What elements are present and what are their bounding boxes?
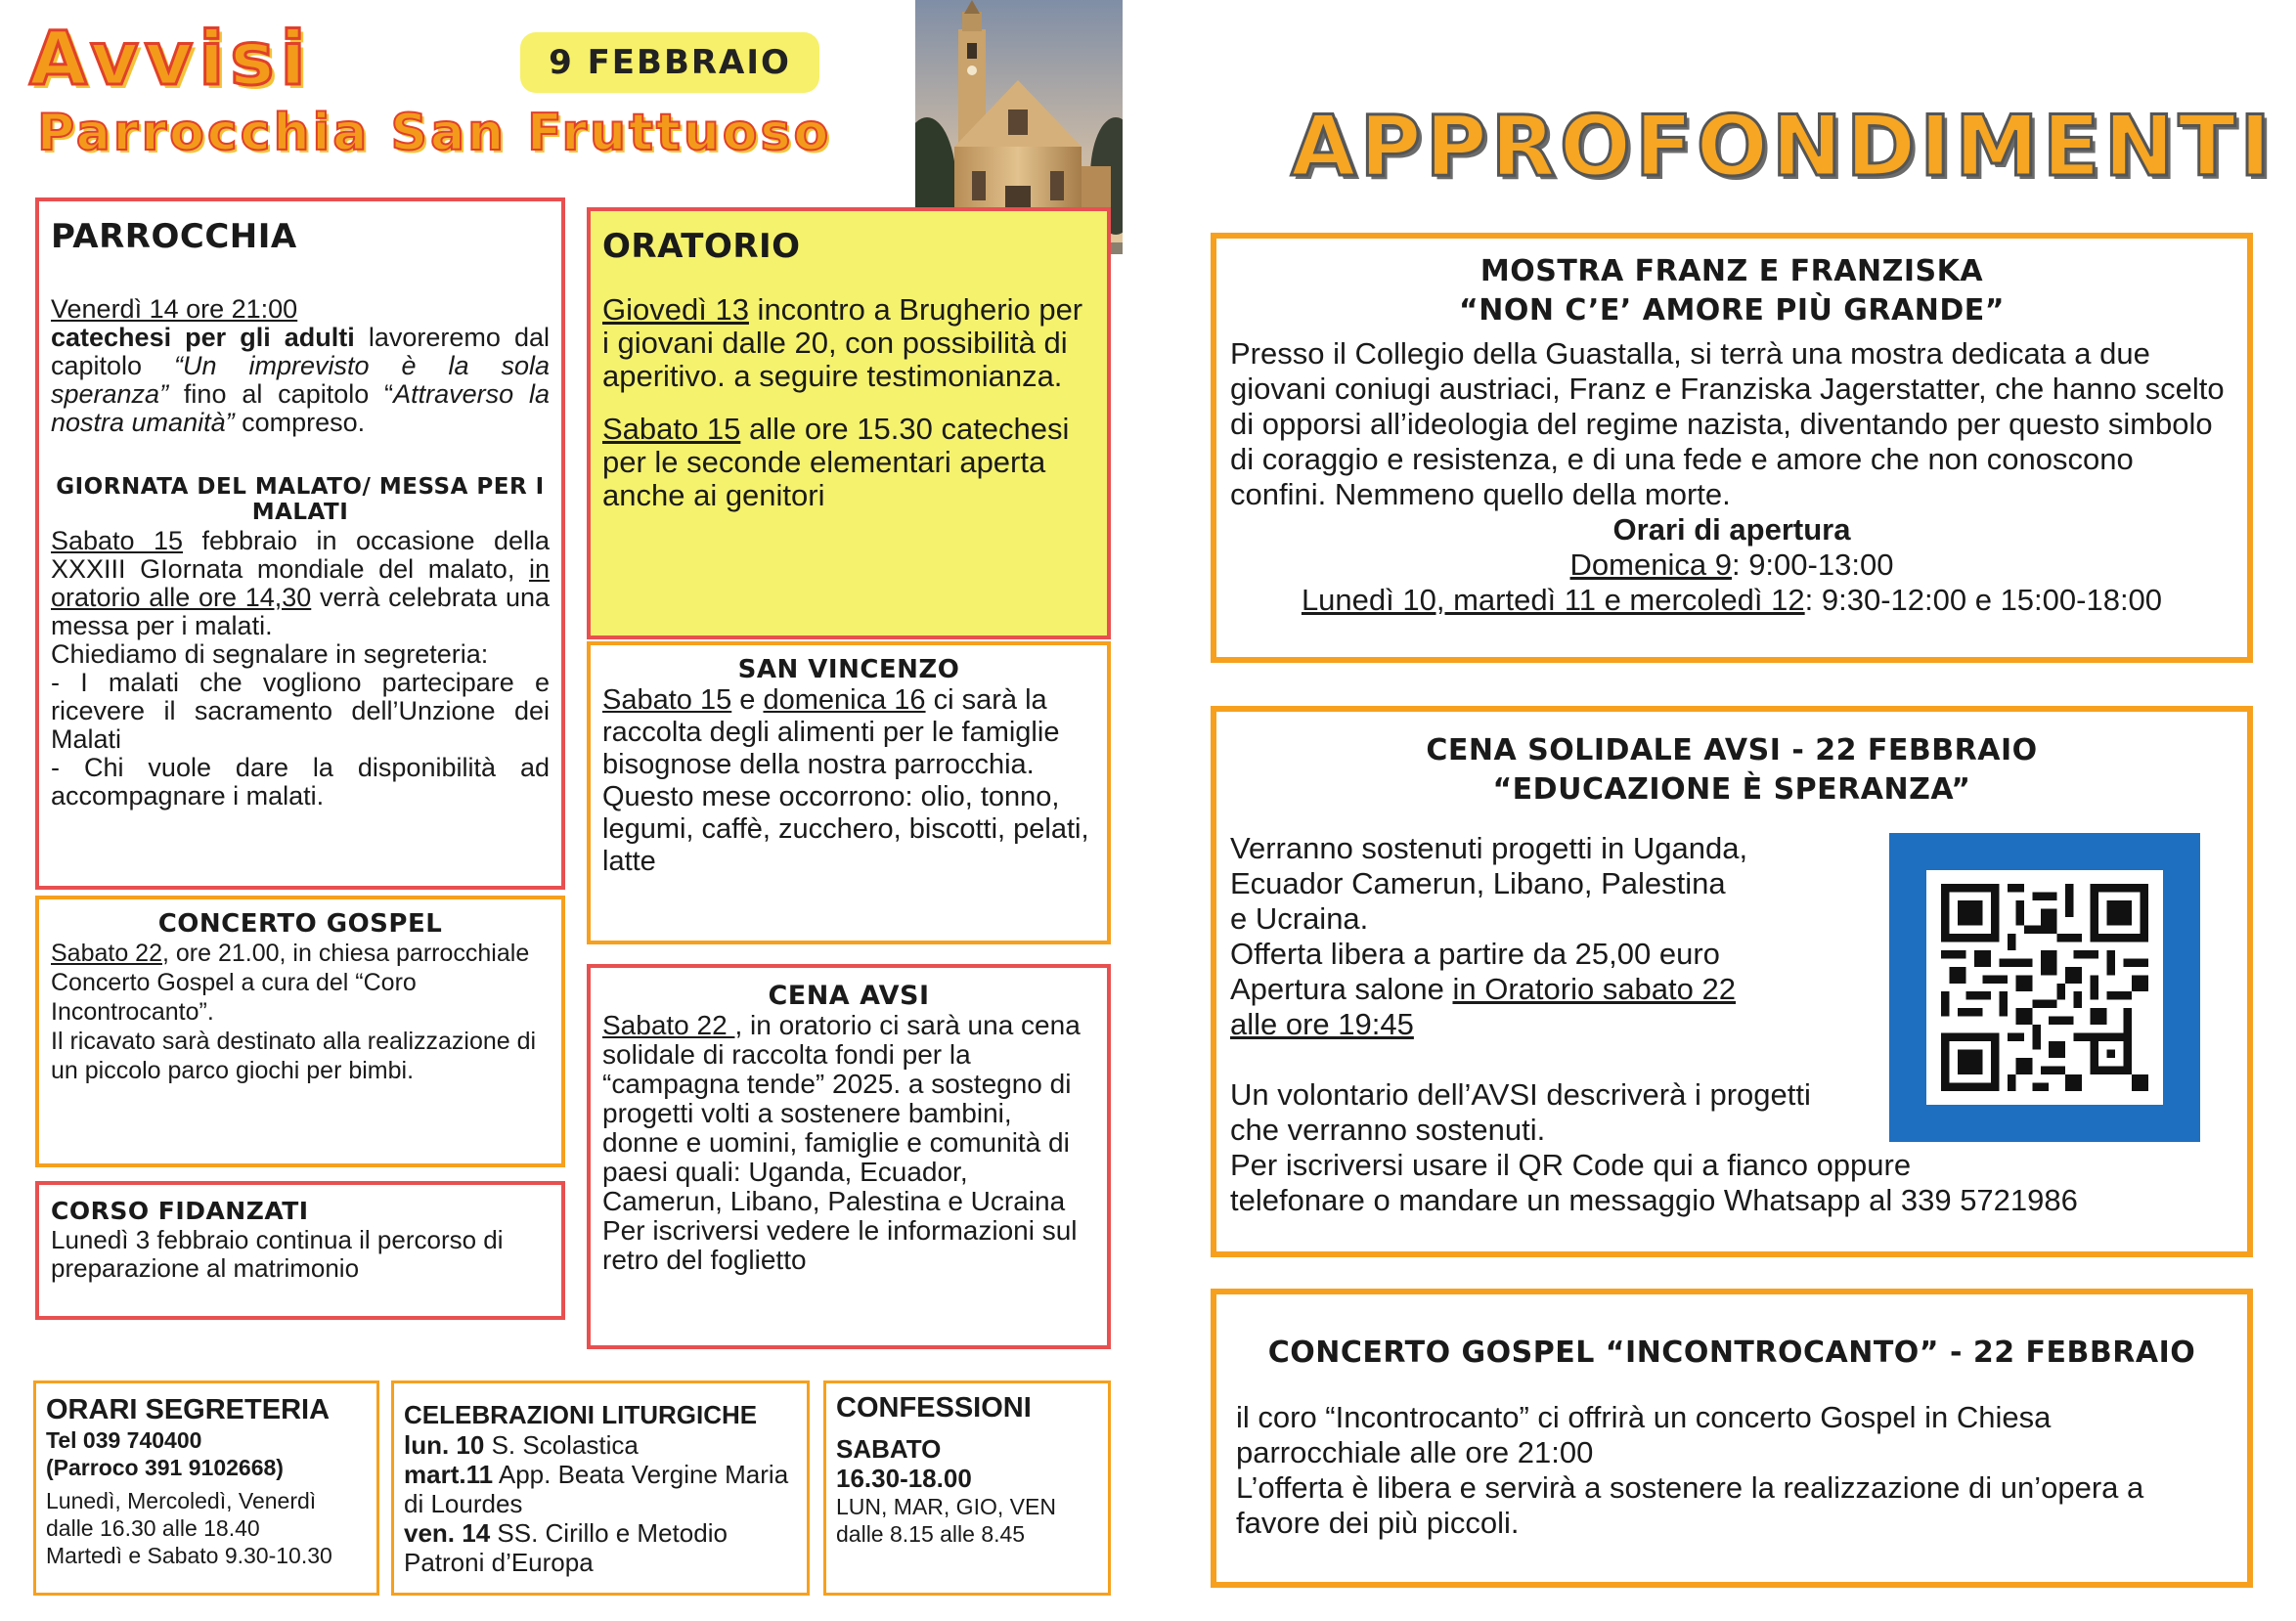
confessioni-heading: CONFESSIONI	[836, 1392, 1032, 1424]
confessioni-line2: dalle 8.15 alle 8.45	[836, 1521, 1026, 1547]
segreteria-line1: Lunedì, Mercoledì, Venerdì	[46, 1488, 317, 1513]
segreteria-line2: dalle 16.30 alle 18.40	[46, 1515, 260, 1541]
cena-solidale-line: telefonare o mandare un messaggio Whatsapp al 339 5721986	[1230, 1183, 2078, 1217]
gospel-right-line2: parrocchiale alle ore 21:00	[1236, 1435, 1594, 1469]
concerto-text-2: Il ricavato sarà destinato alla realizzazione di un piccolo parco giochi per bimbi.	[51, 1028, 537, 1084]
title-approfondimenti: APPROFONDIMENTI	[1291, 98, 2275, 196]
malato-line3: - I malati che vogliono partecipare e ricevere il sacramento dell’Unzione dei Malati	[51, 668, 550, 754]
date-badge: 9 FEBBRAIO	[520, 32, 819, 93]
mostra-orario-1: Domenica 9: 9:00-13:00	[1569, 548, 1894, 582]
oratorio-item-2: Sabato 15 alle ore 15.30 catechesi per le seconde elementari aperta anche ai genitori	[602, 412, 1070, 512]
san-vincenzo-box	[587, 641, 1111, 944]
celebrazione-item: lun. 10 S. Scolastica	[404, 1430, 639, 1460]
mostra-heading-2: “NON C’E’ AMORE PIÙ GRANDE”	[1459, 293, 2005, 328]
malato-line4: - Chi vuole dare la disponibilità ad accompagnare i malati.	[51, 753, 550, 810]
cena-solidale-heading-1: CENA SOLIDALE AVSI - 22 FEBBRAIO	[1426, 733, 2038, 767]
cena-solidale-line: Offerta libera a partire da 25,00 euro	[1230, 937, 1720, 971]
qr-code[interactable]	[1889, 833, 2200, 1142]
cena-solidale-line: Apertura salone in Oratorio sabato 22	[1230, 972, 1736, 1006]
oratorio-item-1: Giovedì 13 incontro a Brugherio per i giovani dalle 20, con possibilità di aperitivo. a seguire testimonianza.	[602, 292, 1083, 393]
concerto-gospel-box	[35, 896, 565, 1167]
title-parrocchia: Parrocchia San Fruttuoso	[37, 104, 832, 162]
parrocchia-box	[35, 197, 565, 890]
cena-solidale-line: Verranno sostenuti progetti in Uganda,	[1230, 831, 1748, 865]
cena-avsi-box	[587, 964, 1111, 1349]
malato-line2: Chiediamo di segnalare in segreteria:	[51, 639, 489, 669]
cena-avsi-text-2: Per iscriversi vedere le informazioni sul retro del foglietto	[602, 1215, 1078, 1275]
mostra-body: Presso il Collegio della Guastalla, si terrà una mostra dedicata a due giovani coniugi austriaci, Franz e Franziska Jagerstatter, che hanno scelto di opporsi all’ideologia del regime nazista, diventando per questo simbolo di coraggio e resistenza, e di una fede e amore che non conoscono confini. Nemmeno quello della morte.	[1230, 336, 2225, 511]
title-avvisi: Avvisi	[29, 15, 312, 102]
san-vincenzo-list: Questo mese occorrono: olio, tonno, legumi, caffè, zucchero, biscotti, pelati, latte	[602, 781, 1089, 877]
gospel-right-line3: L’offerta è libera e servirà a sostenere la realizzazione di un’opera a favore dei più piccoli.	[1236, 1470, 2144, 1540]
mostra-orario-2: Lunedì 10, martedì 11 e mercoledì 12: 9:30-12:00 e 15:00-18:00	[1301, 583, 2163, 617]
celebrazione-item: ven. 14 SS. Cirillo e Metodio Patroni d’Europa	[404, 1518, 728, 1577]
parrocchia-heading: PARROCCHIA	[51, 217, 297, 256]
segreteria-parroco: (Parroco 391 9102668)	[46, 1455, 284, 1480]
corso-fidanzati-box	[35, 1181, 565, 1320]
catechesi-date: Venerdì 14 ore 21:00	[51, 294, 298, 324]
malato-heading: GIORNATA DEL MALATO/ MESSA PER I MALATI	[56, 474, 545, 525]
segreteria-box	[33, 1380, 379, 1596]
qr-code-icon	[1940, 884, 2149, 1091]
mostra-orari-heading: Orari di apertura	[1612, 512, 1851, 547]
corso-heading: CORSO FIDANZATI	[51, 1197, 309, 1225]
mostra-box	[1211, 233, 2253, 663]
malato-text: Sabato 15 febbraio in occasione della XXXIII GIornata mondiale del malato, in oratorio alle ore 14,30 verrà celebrata una messa per i malati.	[51, 526, 551, 640]
cena-solidale-line: Ecuador Camerun, Libano, Palestina	[1230, 866, 1726, 900]
catechesi-text: catechesi per gli adulti lavoreremo dal capitolo “Un imprevisto è la sola speranza” fino al capitolo “Attraverso la nostra umanità” compreso.	[51, 323, 551, 437]
cena-avsi-text: Sabato 22 , in oratorio ci sarà una cena solidale di raccolta fondi per la “campagna tende” 2025. a sostegno di progetti volti a sostenere bambini, donne e uomini, famiglie e comunità di paesi quali: Uganda, Ecuador, Camerun, Libano, Palestina e Ucraina	[602, 1010, 1081, 1216]
gospel-right-box	[1211, 1289, 2253, 1588]
concerto-text: Sabato 22, ore 21.00, in chiesa parrocchiale Concerto Gospel a cura del “Coro Incontrocanto”.	[51, 940, 530, 1026]
corso-text: Lunedì 3 febbraio continua il percorso di preparazione al matrimonio	[51, 1225, 504, 1283]
concerto-heading: CONCERTO GOSPEL	[157, 909, 443, 939]
san-vincenzo-heading: SAN VINCENZO	[737, 655, 960, 684]
oratorio-heading: ORATORIO	[602, 227, 801, 266]
cena-solidale-line: che verranno sostenuti.	[1230, 1113, 1546, 1147]
confessioni-time: 16.30-18.00	[836, 1464, 972, 1493]
confessioni-line1: LUN, MAR, GIO, VEN	[836, 1494, 1056, 1519]
cena-avsi-heading: CENA AVSI	[768, 981, 930, 1011]
cena-solidale-line: Un volontario dell’AVSI descriverà i progetti	[1230, 1077, 1811, 1112]
gospel-right-line1: il coro “Incontrocanto” ci offrirà un concerto Gospel in Chiesa	[1236, 1400, 2052, 1434]
san-vincenzo-text: Sabato 15 e domenica 16 ci sarà la raccolta degli alimenti per le famiglie bisognose della nostra parrocchia.	[602, 684, 1060, 780]
celebrazioni-box	[391, 1380, 810, 1596]
segreteria-line3: Martedì e Sabato 9.30-10.30	[46, 1543, 332, 1568]
cena-solidale-line: e Ucraina.	[1230, 901, 1369, 936]
segreteria-heading: ORARI SEGRETERIA	[46, 1394, 331, 1425]
cena-solidale-heading-2: “EDUCAZIONE È SPERANZA”	[1492, 772, 1971, 807]
gospel-right-heading: CONCERTO GOSPEL “INCONTROCANTO” - 22 FEBBRAIO	[1267, 1336, 2196, 1370]
celebrazioni-heading: CELEBRAZIONI LITURGICHE	[404, 1400, 758, 1429]
segreteria-tel: Tel 039 740400	[46, 1427, 202, 1453]
cena-solidale-line: alle ore 19:45	[1230, 1007, 1414, 1041]
oratorio-box	[587, 207, 1111, 639]
cena-solidale-line: Per iscriversi usare il QR Code qui a fianco oppure	[1230, 1148, 1912, 1182]
confessioni-day: SABATO	[836, 1434, 942, 1464]
mostra-heading-1: MOSTRA FRANZ E FRANZISKA	[1479, 254, 1984, 288]
celebrazione-item: mart.11 App. Beata Vergine Maria di Lourdes	[404, 1460, 789, 1518]
confessioni-box	[823, 1380, 1111, 1596]
